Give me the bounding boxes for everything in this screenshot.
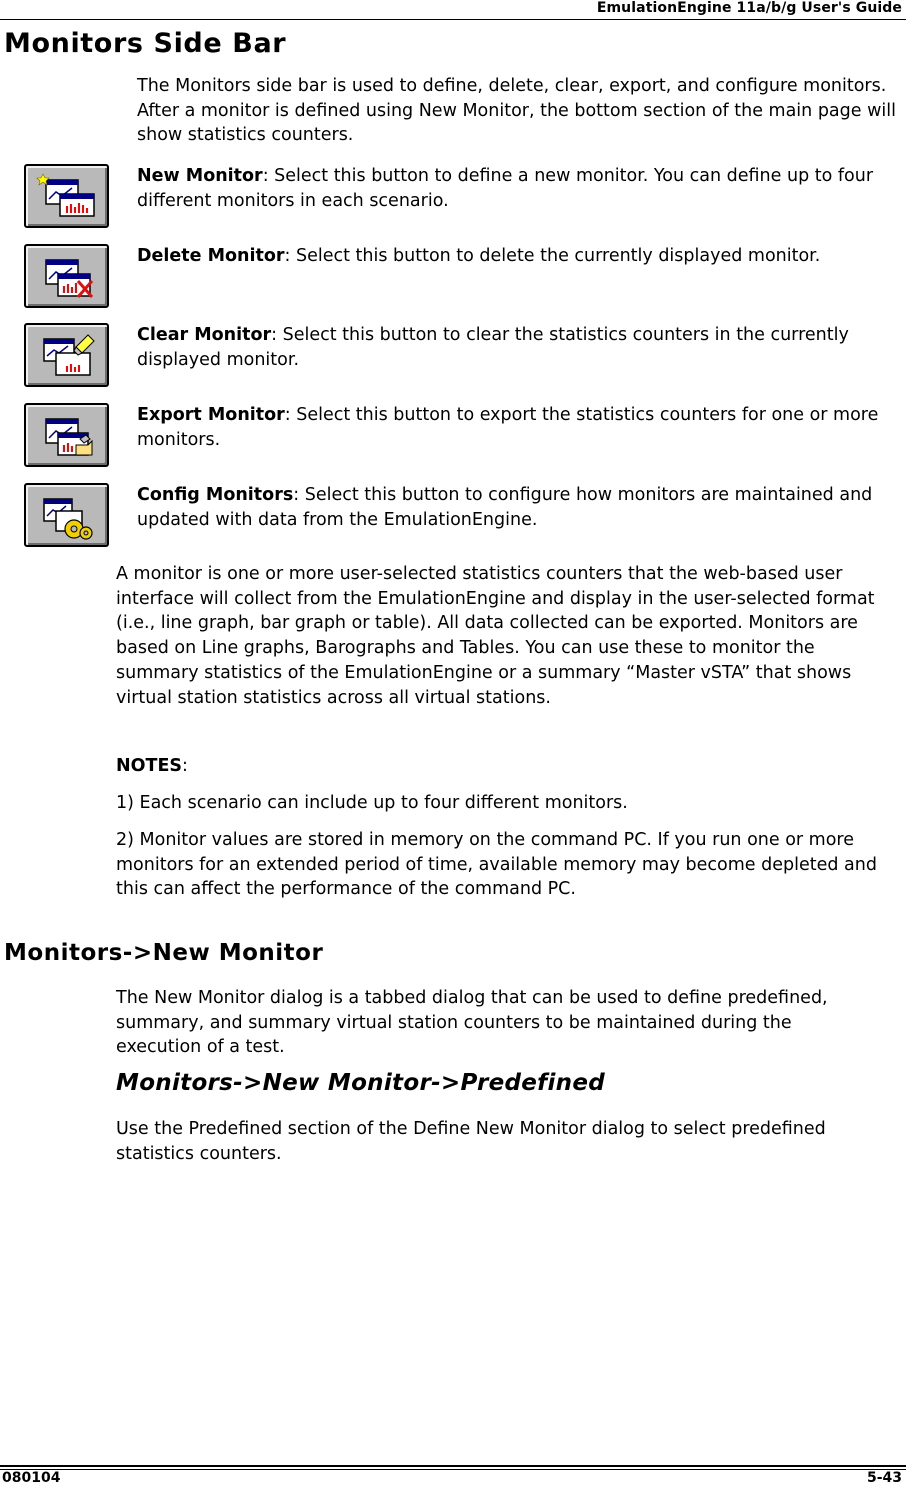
notes-label	[116, 754, 188, 779]
config-monitors-description	[137, 483, 897, 532]
clear-monitor-icon	[24, 323, 109, 387]
intro-paragraph: The Monitors side bar is used to define, delete, clear, export, and configure monitors. After a monitor is defined using New Monitor, the bottom section of the main page will show statistics counters.	[137, 76, 896, 146]
delete-monitor-description	[137, 244, 897, 269]
delete-monitor-label: Delete Monitor	[137, 246, 285, 266]
new-monitor-label: New Monitor	[137, 166, 263, 186]
notes-colon: :	[182, 756, 188, 776]
clear-monitor-text: : Select this button to clear the statistics counters in the currently displayed monitor.	[137, 325, 849, 370]
footer-doc-code: 080104	[2, 1470, 61, 1486]
export-monitor-description	[137, 403, 897, 452]
footer-rule	[0, 1465, 906, 1467]
section-heading-predefined: Monitors->New Monitor->Predefined	[116, 1070, 605, 1096]
predefined-paragraph: Use the Predefined section of the Define New Monitor dialog to select predefined statistics counters.	[116, 1119, 826, 1164]
clear-monitor-label: Clear Monitor	[137, 325, 272, 345]
header-rule	[0, 19, 906, 20]
new-monitor-icon	[24, 164, 109, 228]
monitor-description-paragraph: A monitor is one or more user-selected statistics counters that the web-based user interface will collect from the EmulationEngine and display in the user-selected format (i.e., line graph, bar graph or table). All data collected can be exported. Monitors are based on Line graphs, Barographs and Tables. You can use these to monitor the summary statistics of the EmulationEngine or a summary “Master vSTA” that shows virtual station statistics across all virtual stations.	[116, 564, 875, 708]
export-monitor-label: Export Monitor	[137, 405, 285, 425]
note-2: 2) Monitor values are stored in memory on the command PC. If you run one or more monitors for an extended period of time, available memory may become depleted and this can affect the performance of the command PC.	[116, 830, 877, 900]
notes-heading: NOTES	[116, 756, 183, 776]
note-1: 1) Each scenario can include up to four different monitors.	[116, 793, 628, 813]
delete-monitor-icon	[24, 244, 109, 308]
new-monitor-text: : Select this button to define a new monitor. You can define up to four different monitors in each scenario.	[137, 166, 874, 211]
running-header: EmulationEngine 11a/b/g User's Guide	[596, 0, 902, 16]
export-monitor-text: : Select this button to export the statistics counters for one or more monitors.	[137, 405, 879, 450]
config-monitors-icon	[24, 483, 109, 547]
config-monitors-label: Config Monitors	[137, 485, 294, 505]
footer-page-number: 5-43	[866, 1470, 902, 1486]
new-monitor-description	[137, 164, 897, 213]
new-monitor-paragraph: The New Monitor dialog is a tabbed dialog that can be used to define predefined, summary, and summary virtual station counters to be maintained during the execution of a test.	[116, 988, 828, 1058]
section-heading-monitors-side-bar: Monitors Side Bar	[4, 28, 287, 59]
delete-monitor-text: : Select this button to delete the currently displayed monitor.	[284, 246, 821, 266]
clear-monitor-description	[137, 323, 897, 372]
footer-rule-thin	[0, 1469, 906, 1470]
config-monitors-text: : Select this button to configure how monitors are maintained and updated with data from the EmulationEngine.	[137, 485, 873, 530]
export-monitor-icon	[24, 403, 109, 467]
section-heading-new-monitor: Monitors->New Monitor	[4, 940, 324, 966]
